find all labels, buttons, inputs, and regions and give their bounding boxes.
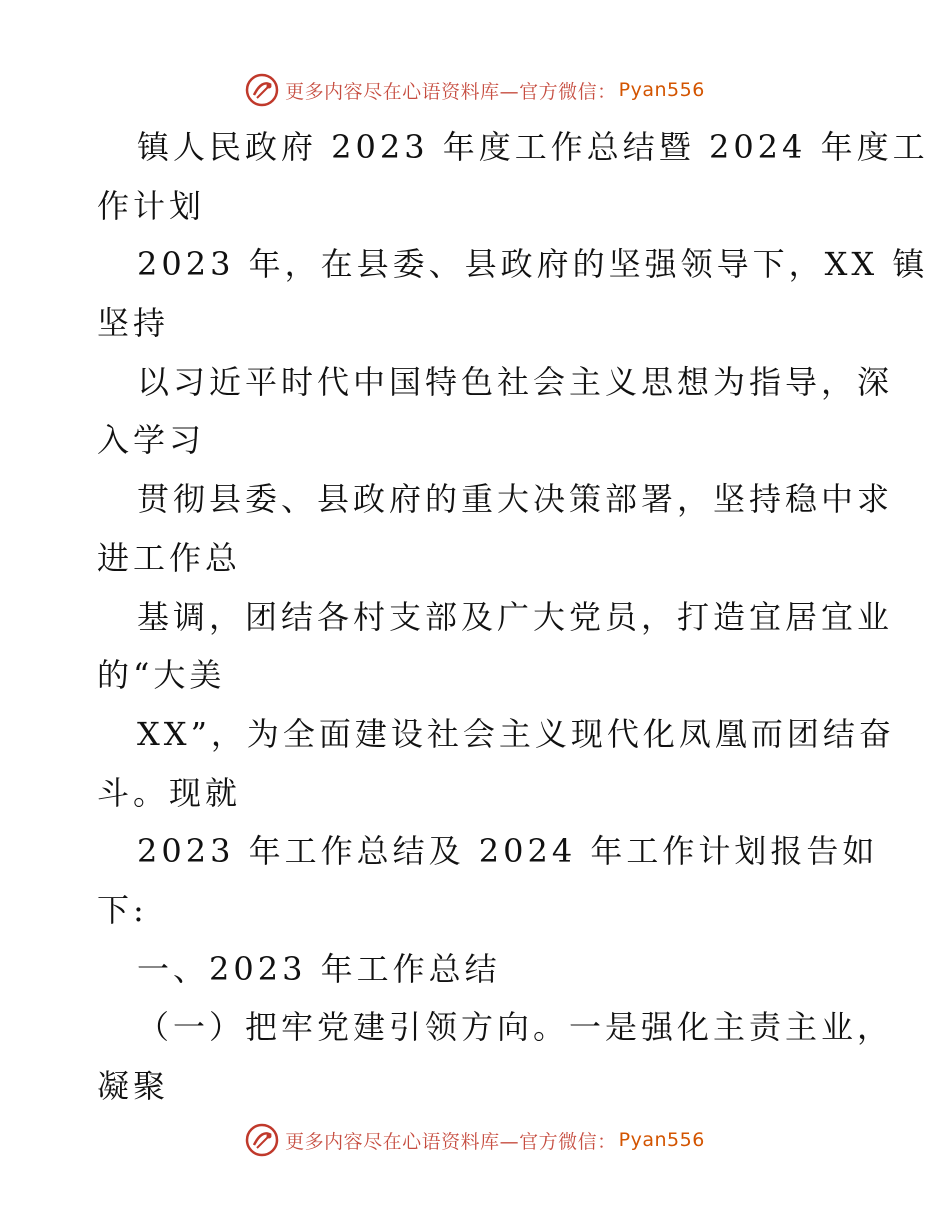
body-line: XX”，为全面建设社会主义现代化凤凰而团结奋 (137, 714, 895, 753)
subsection-heading: （一）把牢党建引领方向。一是强化主责主业， (137, 1008, 894, 1047)
body-line: 入学习 (97, 421, 206, 460)
body-line: 下: (97, 890, 148, 929)
document-body (97, 118, 929, 1116)
watermark-text: 更多内容尽在心语资料库—官方微信： (285, 1130, 617, 1153)
body-line: 贯彻县委、县政府的重大决策部署，坚持稳中求 (137, 480, 894, 519)
body-line: 坚持 (97, 304, 170, 343)
body-line: 基调，团结各村支部及广大党员，打造宜居宜业 (137, 597, 894, 636)
footer-watermark (0, 1120, 950, 1160)
title-line-2: 作计划 (97, 186, 206, 225)
body-line: 斗。现就 (97, 773, 242, 812)
body-line: 2023 年，在县委、县政府的坚强领导下，XX 镇 (137, 245, 929, 284)
brand-logo-icon (245, 1123, 279, 1157)
watermark-wechat-id: Pyan556 (618, 1129, 705, 1151)
body-line: 以习近平时代中国特色社会主义思想为指导，深 (137, 362, 894, 401)
section-heading: 一、2023 年工作总结 (137, 949, 501, 988)
body-line: 的“大美 (97, 656, 226, 695)
body-line: 进工作总 (97, 538, 242, 577)
body-line: 凝聚 (97, 1067, 170, 1105)
brand-logo-icon (245, 73, 279, 107)
watermark-wechat-id: Pyan556 (618, 79, 705, 101)
title-line-1: 镇人民政府 2023 年度工作总结暨 2024 年度工 (137, 128, 929, 166)
body-line: 2023 年工作总结及 2024 年工作计划报告如 (137, 832, 879, 871)
header-watermark (0, 70, 950, 110)
watermark-text: 更多内容尽在心语资料库—官方微信： (285, 80, 617, 103)
